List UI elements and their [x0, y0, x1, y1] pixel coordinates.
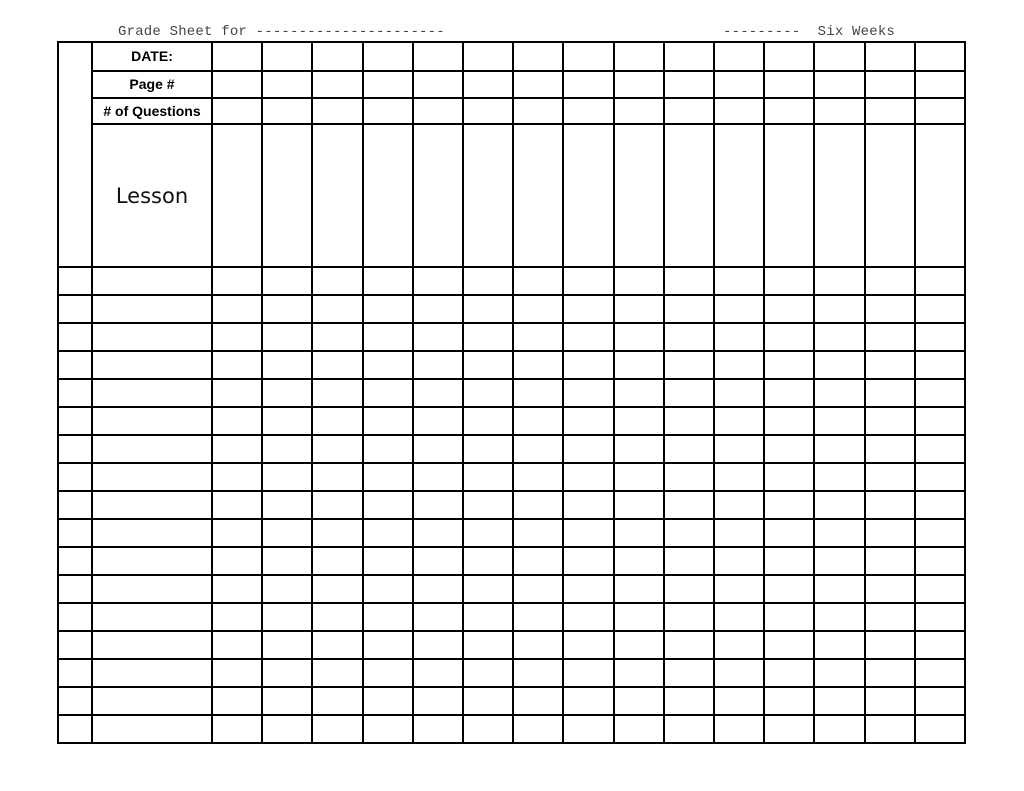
grade-cell[interactable] [916, 492, 964, 518]
grade-cell[interactable] [916, 324, 964, 350]
grade-cell[interactable] [464, 604, 512, 630]
grade-cell[interactable] [765, 688, 813, 714]
grade-cell[interactable] [665, 604, 713, 630]
grade-cell[interactable] [765, 464, 813, 490]
grade-cell[interactable] [665, 688, 713, 714]
grade-cell[interactable] [815, 632, 863, 658]
grade-cell[interactable] [414, 380, 462, 406]
grade-grid [57, 41, 966, 744]
grade-cell[interactable] [866, 324, 914, 350]
grade-cell[interactable] [866, 576, 914, 602]
grade-cell[interactable] [916, 408, 964, 434]
grade-cell[interactable] [414, 268, 462, 294]
grade-cell[interactable] [815, 296, 863, 322]
grade-cell[interactable] [615, 408, 663, 434]
grade-cell[interactable] [564, 576, 612, 602]
grade-cell[interactable] [364, 380, 412, 406]
grade-cell[interactable] [765, 632, 813, 658]
grade-cell[interactable] [916, 604, 964, 630]
grade-cell[interactable] [263, 296, 311, 322]
grade-cell[interactable] [414, 324, 462, 350]
grade-cell[interactable] [313, 352, 361, 378]
grade-cell[interactable] [514, 352, 562, 378]
grade-cell[interactable] [213, 296, 261, 322]
grade-cell[interactable] [715, 352, 763, 378]
grade-cell[interactable] [464, 520, 512, 546]
grade-cell[interactable] [665, 632, 713, 658]
grade-cell[interactable] [665, 548, 713, 574]
grade-cell[interactable] [364, 632, 412, 658]
grade-cell[interactable] [464, 660, 512, 686]
grade-cell[interactable] [564, 520, 612, 546]
grade-cell[interactable] [364, 464, 412, 490]
grade-cell[interactable] [313, 716, 361, 742]
grade-cell[interactable] [916, 576, 964, 602]
grade-cell[interactable] [263, 268, 311, 294]
grade-cell[interactable] [464, 492, 512, 518]
grade-cell[interactable] [414, 408, 462, 434]
grade-cell[interactable] [564, 352, 612, 378]
grade-cell[interactable] [213, 716, 261, 742]
grade-cell[interactable] [715, 604, 763, 630]
grade-cell[interactable] [263, 324, 311, 350]
grade-cell[interactable] [765, 576, 813, 602]
grade-cell[interactable] [815, 716, 863, 742]
grade-cell[interactable] [866, 688, 914, 714]
grade-cell[interactable] [866, 296, 914, 322]
grade-cell[interactable] [364, 296, 412, 322]
grade-cell[interactable] [765, 268, 813, 294]
grade-cell[interactable] [464, 464, 512, 490]
grade-cell[interactable] [263, 408, 311, 434]
grade-cell[interactable] [514, 436, 562, 462]
number-column-divider [91, 43, 93, 742]
grade-cell[interactable] [263, 548, 311, 574]
grade-cell[interactable] [364, 408, 412, 434]
grade-cell[interactable] [815, 520, 863, 546]
grade-cell[interactable] [414, 464, 462, 490]
grade-cell[interactable] [615, 688, 663, 714]
header-row-divider [91, 97, 964, 99]
grade-cell[interactable] [665, 576, 713, 602]
grade-cell[interactable] [665, 380, 713, 406]
grade-cell[interactable] [414, 296, 462, 322]
grade-cell[interactable] [665, 268, 713, 294]
grade-cell[interactable] [514, 324, 562, 350]
grade-cell[interactable] [364, 268, 412, 294]
grade-cell[interactable] [866, 380, 914, 406]
grade-cell[interactable] [916, 520, 964, 546]
grade-cell[interactable] [414, 548, 462, 574]
grade-cell[interactable] [464, 408, 512, 434]
grade-cell[interactable] [715, 268, 763, 294]
grade-cell[interactable] [765, 520, 813, 546]
grade-cell[interactable] [564, 380, 612, 406]
grade-cell[interactable] [615, 604, 663, 630]
grade-cell[interactable] [815, 604, 863, 630]
grade-cell[interactable] [263, 436, 311, 462]
grade-cell[interactable] [263, 492, 311, 518]
grade-cell[interactable] [364, 352, 412, 378]
grade-cell[interactable] [464, 352, 512, 378]
grade-cell[interactable] [514, 464, 562, 490]
grade-cell[interactable] [313, 464, 361, 490]
grade-cell[interactable] [615, 296, 663, 322]
grade-cell[interactable] [564, 268, 612, 294]
grade-cell[interactable] [364, 604, 412, 630]
grade-cell[interactable] [464, 380, 512, 406]
grade-cell[interactable] [464, 268, 512, 294]
grade-cell[interactable] [464, 688, 512, 714]
grade-cell[interactable] [263, 576, 311, 602]
grade-cell[interactable] [615, 716, 663, 742]
grade-cell[interactable] [715, 464, 763, 490]
grade-cell[interactable] [815, 324, 863, 350]
grade-cell[interactable] [213, 632, 261, 658]
grade-cell[interactable] [213, 576, 261, 602]
grade-cell[interactable] [615, 632, 663, 658]
grade-cell[interactable] [715, 408, 763, 434]
grade-cell[interactable] [213, 660, 261, 686]
grade-cell[interactable] [263, 604, 311, 630]
grade-cell[interactable] [564, 436, 612, 462]
header-row-divider [91, 70, 964, 72]
grade-cell[interactable] [313, 324, 361, 350]
grade-cell[interactable] [514, 492, 562, 518]
grade-cell[interactable] [564, 492, 612, 518]
grade-cell[interactable] [615, 660, 663, 686]
grade-cell[interactable] [916, 688, 964, 714]
grade-cell[interactable] [364, 492, 412, 518]
row-label-lesson: Lesson [115, 184, 189, 208]
grade-cell[interactable] [715, 548, 763, 574]
grade-cell[interactable] [313, 436, 361, 462]
grade-cell[interactable] [213, 520, 261, 546]
grade-cell[interactable] [263, 464, 311, 490]
header-row-divider [91, 123, 964, 125]
grade-cell[interactable] [715, 688, 763, 714]
grade-cell[interactable] [564, 324, 612, 350]
grade-cell[interactable] [364, 716, 412, 742]
grade-cell[interactable] [665, 296, 713, 322]
grade-cell[interactable] [715, 660, 763, 686]
grade-cell[interactable] [916, 380, 964, 406]
grade-cell[interactable] [815, 688, 863, 714]
grade-cell[interactable] [263, 688, 311, 714]
grade-cell[interactable] [815, 492, 863, 518]
grade-cell[interactable] [916, 352, 964, 378]
grade-cell[interactable] [414, 436, 462, 462]
grade-cell[interactable] [313, 296, 361, 322]
grade-cell[interactable] [715, 380, 763, 406]
grade-cell[interactable] [514, 520, 562, 546]
grade-cell[interactable] [514, 604, 562, 630]
grade-cell[interactable] [916, 436, 964, 462]
grade-cell[interactable] [364, 324, 412, 350]
grade-cell[interactable] [866, 604, 914, 630]
grade-cell[interactable] [615, 380, 663, 406]
grade-cell[interactable] [866, 436, 914, 462]
grade-cell[interactable] [564, 632, 612, 658]
grade-cell[interactable] [313, 688, 361, 714]
grade-cell[interactable] [364, 436, 412, 462]
grade-cell[interactable] [263, 632, 311, 658]
grade-cell[interactable] [665, 660, 713, 686]
grade-cell[interactable] [715, 632, 763, 658]
grade-cell[interactable] [715, 716, 763, 742]
grade-cell[interactable] [765, 380, 813, 406]
grade-cell[interactable] [263, 352, 311, 378]
grade-cell[interactable] [263, 716, 311, 742]
grade-cell[interactable] [765, 408, 813, 434]
grade-cell[interactable] [665, 324, 713, 350]
grade-cell[interactable] [615, 548, 663, 574]
grade-cell[interactable] [765, 492, 813, 518]
grade-cell[interactable] [464, 632, 512, 658]
grade-cell[interactable] [765, 660, 813, 686]
grade-cell[interactable] [263, 520, 311, 546]
grade-cell[interactable] [564, 464, 612, 490]
grade-cell[interactable] [464, 716, 512, 742]
grade-cell[interactable] [564, 688, 612, 714]
grade-cell[interactable] [464, 548, 512, 574]
grade-cell[interactable] [313, 576, 361, 602]
grade-cell[interactable] [414, 604, 462, 630]
grade-cell[interactable] [364, 576, 412, 602]
grade-cell[interactable] [213, 436, 261, 462]
grade-cell[interactable] [313, 408, 361, 434]
grade-cell[interactable] [313, 548, 361, 574]
grade-cell[interactable] [313, 492, 361, 518]
grade-cell[interactable] [514, 632, 562, 658]
grade-cell[interactable] [866, 548, 914, 574]
grade-cell[interactable] [364, 660, 412, 686]
grade-cell[interactable] [213, 492, 261, 518]
grade-cell[interactable] [213, 688, 261, 714]
grade-cell[interactable] [715, 324, 763, 350]
grade-cell[interactable] [815, 464, 863, 490]
grade-cell[interactable] [815, 352, 863, 378]
grade-cell[interactable] [564, 408, 612, 434]
grade-cell[interactable] [313, 632, 361, 658]
grade-cell[interactable] [213, 324, 261, 350]
grade-cell[interactable] [665, 436, 713, 462]
grade-cell[interactable] [514, 660, 562, 686]
grade-cell[interactable] [916, 632, 964, 658]
grade-cell[interactable] [464, 436, 512, 462]
grade-cell[interactable] [564, 296, 612, 322]
grade-cell[interactable] [464, 296, 512, 322]
grade-cell[interactable] [615, 576, 663, 602]
grade-cell[interactable] [414, 688, 462, 714]
grade-cell[interactable] [765, 324, 813, 350]
grade-cell[interactable] [313, 380, 361, 406]
grade-cell[interactable] [514, 268, 562, 294]
grade-cell[interactable] [866, 520, 914, 546]
grade-cell[interactable] [364, 520, 412, 546]
grade-cell[interactable] [615, 464, 663, 490]
grade-cell[interactable] [866, 268, 914, 294]
grade-cell[interactable] [765, 296, 813, 322]
grade-cell[interactable] [213, 268, 261, 294]
grade-cell[interactable] [715, 296, 763, 322]
grade-cell[interactable] [765, 604, 813, 630]
row-label-questions: # of Questions [103, 103, 201, 119]
grade-cell[interactable] [213, 464, 261, 490]
grade-cell[interactable] [665, 520, 713, 546]
grade-cell[interactable] [514, 688, 562, 714]
grade-cell[interactable] [765, 436, 813, 462]
grade-cell[interactable] [213, 548, 261, 574]
grade-cell[interactable] [564, 660, 612, 686]
grade-cell[interactable] [815, 660, 863, 686]
grade-cell[interactable] [514, 576, 562, 602]
grade-cell[interactable] [916, 268, 964, 294]
grade-cell[interactable] [615, 324, 663, 350]
grade-cell[interactable] [815, 576, 863, 602]
grade-cell[interactable] [866, 660, 914, 686]
grade-cell[interactable] [916, 296, 964, 322]
grade-cell[interactable] [916, 716, 964, 742]
grade-cell[interactable] [815, 548, 863, 574]
grade-cell[interactable] [615, 352, 663, 378]
grade-cell[interactable] [263, 660, 311, 686]
grade-cell[interactable] [464, 324, 512, 350]
grade-cell[interactable] [414, 716, 462, 742]
grade-cell[interactable] [665, 352, 713, 378]
grade-cell[interactable] [665, 492, 713, 518]
header-six-weeks: --------- Six Weeks [723, 24, 896, 40]
row-label-date: DATE: [131, 48, 173, 64]
grade-cell[interactable] [715, 492, 763, 518]
grade-cell[interactable] [765, 548, 813, 574]
grade-cell[interactable] [665, 464, 713, 490]
grade-cell[interactable] [464, 576, 512, 602]
grade-cell[interactable] [514, 716, 562, 742]
grade-cell[interactable] [213, 352, 261, 378]
grade-cell[interactable] [765, 716, 813, 742]
grade-cell[interactable] [815, 380, 863, 406]
grade-cell[interactable] [364, 548, 412, 574]
grade-cell[interactable] [414, 632, 462, 658]
grade-cell[interactable] [514, 408, 562, 434]
grade-cell[interactable] [313, 520, 361, 546]
grade-cell[interactable] [815, 436, 863, 462]
grade-cell[interactable] [715, 520, 763, 546]
grade-cell[interactable] [765, 352, 813, 378]
grade-cell[interactable] [213, 380, 261, 406]
grade-cell[interactable] [715, 436, 763, 462]
row-label-page: Page # [129, 76, 175, 92]
grade-cell[interactable] [564, 604, 612, 630]
grade-cell[interactable] [213, 408, 261, 434]
grade-cell[interactable] [665, 716, 713, 742]
grade-cell[interactable] [564, 548, 612, 574]
grade-cell[interactable] [665, 408, 713, 434]
grade-cell[interactable] [615, 492, 663, 518]
grade-cell[interactable] [313, 660, 361, 686]
grade-cell[interactable] [916, 464, 964, 490]
grade-cell[interactable] [866, 716, 914, 742]
grade-cell[interactable] [866, 408, 914, 434]
grade-cell[interactable] [815, 268, 863, 294]
grade-cell[interactable] [414, 352, 462, 378]
grade-cell[interactable] [866, 464, 914, 490]
grade-cell[interactable] [263, 380, 311, 406]
grade-cell[interactable] [514, 296, 562, 322]
grade-cell[interactable] [866, 632, 914, 658]
grade-cell[interactable] [615, 520, 663, 546]
grade-cell[interactable] [514, 380, 562, 406]
grade-cell[interactable] [564, 716, 612, 742]
grade-cell[interactable] [916, 660, 964, 686]
grade-cell[interactable] [615, 268, 663, 294]
grade-cell[interactable] [414, 492, 462, 518]
grade-cell[interactable] [715, 576, 763, 602]
header-title: Grade Sheet for ---------------------- [118, 24, 445, 40]
grade-cell[interactable] [866, 352, 914, 378]
grade-cell[interactable] [414, 576, 462, 602]
grade-cell[interactable] [313, 604, 361, 630]
grade-cell[interactable] [213, 604, 261, 630]
grade-cell[interactable] [815, 408, 863, 434]
grade-cell[interactable] [615, 436, 663, 462]
grade-cell[interactable] [414, 660, 462, 686]
grade-cell[interactable] [866, 492, 914, 518]
grade-cell[interactable] [364, 688, 412, 714]
grade-cell[interactable] [916, 548, 964, 574]
grade-cell[interactable] [514, 548, 562, 574]
grade-cell[interactable] [414, 520, 462, 546]
grade-cell[interactable] [313, 268, 361, 294]
